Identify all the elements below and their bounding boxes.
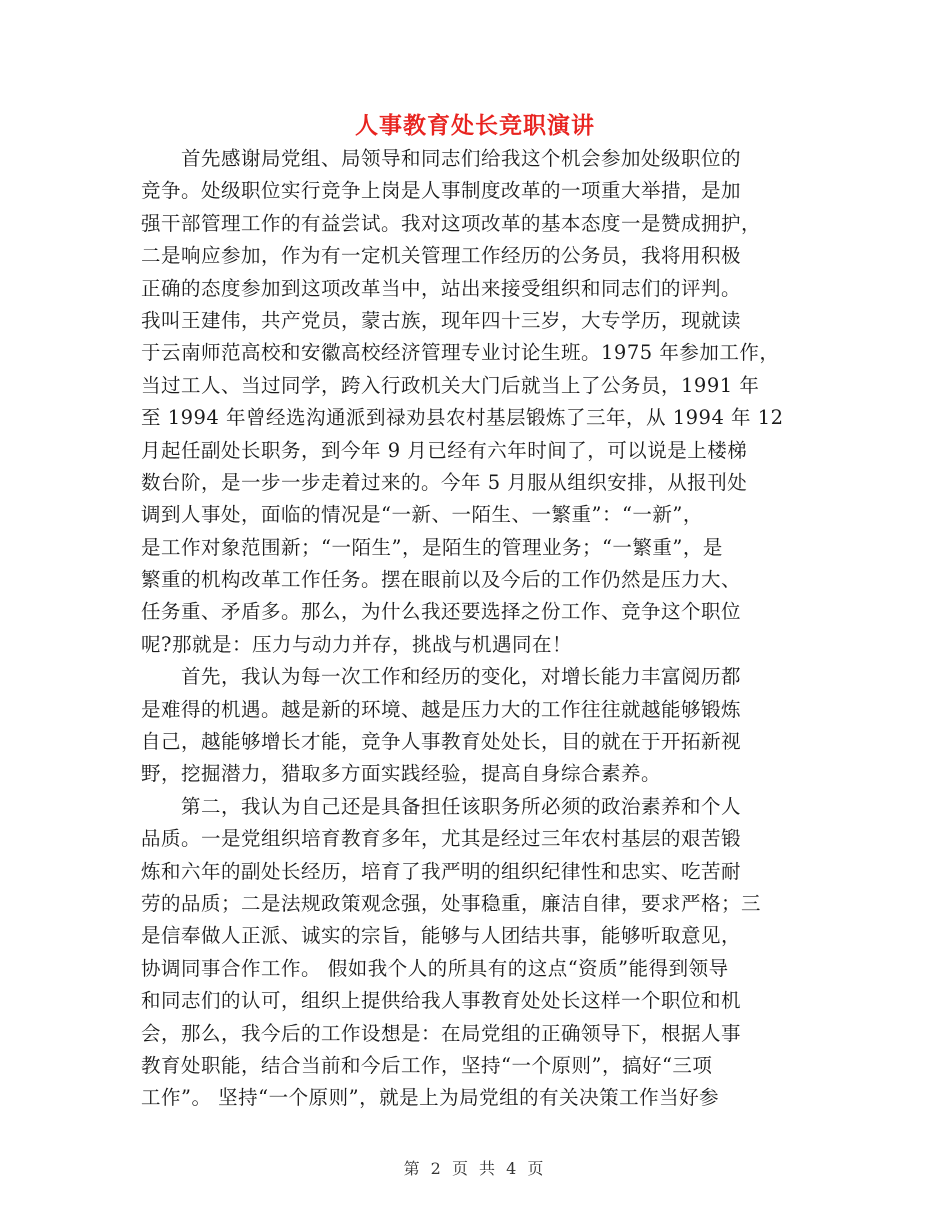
body-line: 首先，我认为每一次工作和经历的变化，对增长能力丰富阅历都 <box>141 665 742 689</box>
body-line: 呢?那就是：压力与动力并存，挑战与机遇同在！ <box>141 632 572 656</box>
body-line: 竞争。处级职位实行竞争上岗是人事制度改革的一项重大举措，是加 <box>141 179 742 203</box>
body-line: 二是响应参加，作为有一定机关管理工作经历的公务员，我将用积极 <box>141 244 742 268</box>
body-line: 是难得的机遇。越是新的环境、越是压力大的工作往往就越能够锻炼 <box>141 697 742 721</box>
body-line: 是工作对象范围新；“一陌生”，是陌生的管理业务；“一繁重”，是 <box>141 535 723 559</box>
body-line: 炼和六年的副处长经历，培育了我严明的组织纪律性和忠实、吃苦耐 <box>141 859 742 883</box>
body-line: 协调同事合作工作。 假如我个人的所具有的这点“资质”能得到领导 <box>141 956 729 980</box>
body-line: 正确的态度参加到这项改革当中，站出来接受组织和同志们的评判。 <box>141 276 742 300</box>
body-line: 第二，我认为自己还是具备担任该职务所必须的政治素养和个人 <box>141 794 742 818</box>
body-line: 劳的品质；二是法规政策观念强，处事稳重，廉洁自律，要求严格；三 <box>141 891 762 915</box>
body-line: 于云南师范高校和安徽高校经济管理专业讨论生班。1975 年参加工作， <box>141 341 780 365</box>
page-indicator: 第 2 页 共 4 页 <box>403 1159 547 1178</box>
document-title: 人事教育处长竞职演讲 <box>355 112 595 139</box>
body-line: 数台阶，是一步一步走着过来的。今年 5 月服从组织安排，从报刊处 <box>141 470 748 494</box>
body-line: 品质。一是党组织培育教育多年，尤其是经过三年农村基层的艰苦锻 <box>141 827 742 851</box>
body-line: 和同志们的认可，组织上提供给我人事教育处处长这样一个职位和机 <box>141 989 742 1013</box>
body-line: 会，那么，我今后的工作设想是：在局党组的正确领导下，根据人事 <box>141 1021 742 1045</box>
body-line: 繁重的机构改革工作任务。摆在眼前以及今后的工作仍然是压力大、 <box>141 568 742 592</box>
body-line: 调到人事处，面临的情况是“一新、一陌生、一繁重”：“一新”， <box>141 503 703 527</box>
body-line: 首先感谢局党组、局领导和同志们给我这个机会参加处级职位的 <box>141 147 742 170</box>
body-line: 野，挖掘潜力，猎取多方面实践经验，提高自身综合素养。 <box>141 762 662 786</box>
body-line: 我叫王建伟，共产党员，蒙古族，现年四十三岁，大专学历，现就读 <box>141 308 742 332</box>
document-body <box>141 143 807 1115</box>
body-line: 自己，越能够增长才能，竞争人事教育处处长，目的就在于开拓新视 <box>141 730 742 754</box>
body-line: 至 1994 年曾经选沟通派到禄劝县农村基层锻炼了三年，从 1994 年 12 <box>141 406 784 430</box>
body-line: 强干部管理工作的有益尝试。我对这项改革的基本态度一是赞成拥护， <box>141 211 762 235</box>
body-line: 任务重、矛盾多。那么，为什么我还要选择之份工作、竞争这个职位 <box>141 600 742 624</box>
body-line: 是信奉做人正派、诚实的宗旨，能够与人团结共事，能够听取意见， <box>141 924 742 948</box>
body-line: 教育处职能，结合当前和今后工作，坚持“一个原则”，搞好“三项 <box>141 1053 713 1077</box>
body-line: 工作”。 坚持“一个原则”，就是上为局党组的有关决策工作当好参 <box>141 1086 720 1110</box>
body-line: 月起任副处长职务，到今年 9 月已经有六年时间了，可以说是上楼梯 <box>141 438 748 462</box>
body-line: 当过工人、当过同学，跨入行政机关大门后就当上了公务员，1991 年 <box>141 373 760 397</box>
